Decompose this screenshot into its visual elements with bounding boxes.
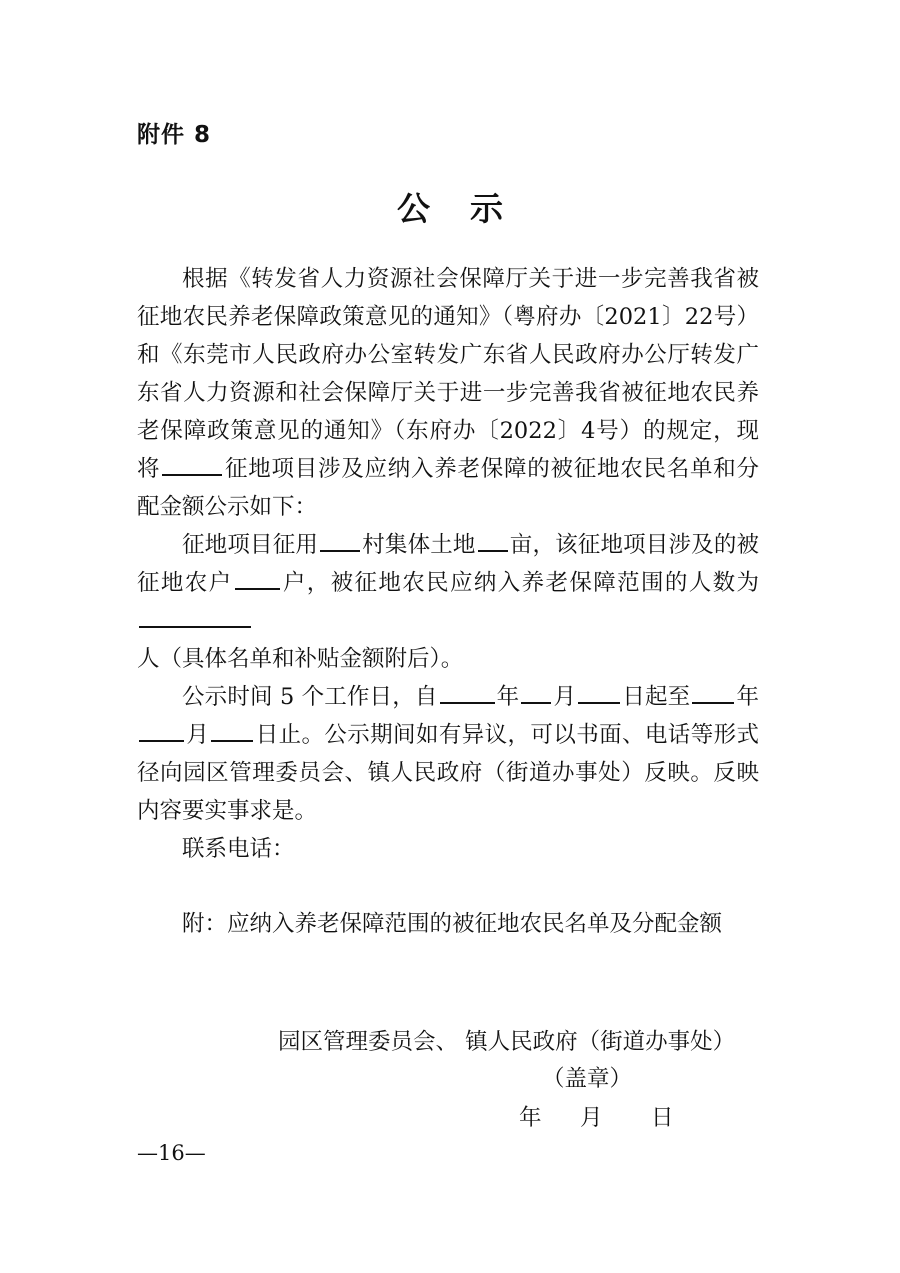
period-text-1: 公示时间 5 个工作日，自	[182, 684, 438, 710]
date-year-label: 年	[519, 1105, 542, 1131]
end-month-blank	[139, 716, 184, 742]
legal-basis-text-end: 征地项目涉及应纳入养老保障的被征地农民名单和分配金额公示如下：	[137, 456, 759, 520]
period-month-1: 月	[553, 684, 577, 710]
date-day-label: 日	[651, 1105, 674, 1131]
seal-note: （盖章）	[542, 1066, 633, 1092]
start-month-blank	[521, 678, 551, 704]
start-day-blank	[578, 678, 620, 704]
households-blank	[235, 564, 280, 590]
notice-body	[137, 260, 759, 868]
attachment-label: 附件 8	[137, 122, 212, 148]
area-blank	[478, 526, 508, 552]
signature-org: 园区管理委员会、 镇人民政府（街道办事处）	[278, 1029, 736, 1055]
legal-basis-text: 根据《转发省人力资源社会保障厅关于进一步完善我省被征地农民养老保障政策意见的通知》（粤府办〔2021〕22号）和《东莞市人民政府办公室转发广东省人民政府办公厅转发广东省人力资源和社会保障厅关于进一步完善我省被征地农民养老保障政策意见的通知》（东府办〔2022〕4号）的规定，现将	[137, 266, 759, 482]
land-info-text-4: 户，被征地农民应纳入养老保障范围的人数为	[281, 570, 759, 596]
period-year-2: 年	[736, 684, 759, 710]
page-number: —16—	[137, 1141, 206, 1165]
village-blank	[320, 526, 360, 552]
date-month-label: 月	[580, 1105, 603, 1131]
page-title: 公示	[397, 189, 543, 228]
period-year-1: 年	[496, 684, 520, 710]
paragraph-people-note: 人（具体名单和补贴金额附后）。	[137, 646, 464, 672]
period-month-2: 月	[186, 722, 210, 748]
end-day-blank	[211, 716, 253, 742]
period-text-3: 日止。公示期间如有异议，可以书面、电话等形式径向园区管理委员会、镇人民政府（街道办事处）反映。反映内容要实事求是。	[137, 722, 759, 824]
appendix-note: 附：应纳入养老保障范围的被征地农民名单及分配金额	[182, 911, 723, 937]
period-text-2: 日起至	[622, 684, 691, 710]
start-year-blank	[440, 678, 495, 704]
project-name-blank	[162, 450, 222, 476]
appendix-block	[137, 905, 759, 943]
paragraph-legal-basis	[137, 260, 759, 526]
land-info-text-2: 村集体土地	[362, 532, 476, 558]
land-info-text-1: 征地项目征用	[182, 532, 319, 558]
people-count-blank	[139, 602, 251, 628]
contact-phone-label: 联系电话：	[182, 836, 295, 862]
end-year-blank	[692, 678, 734, 704]
paragraph-land-info	[137, 526, 759, 640]
paragraph-public-period	[137, 678, 759, 830]
land-info-text-3: 亩，该征地项目涉及的被征地农户	[137, 532, 759, 596]
